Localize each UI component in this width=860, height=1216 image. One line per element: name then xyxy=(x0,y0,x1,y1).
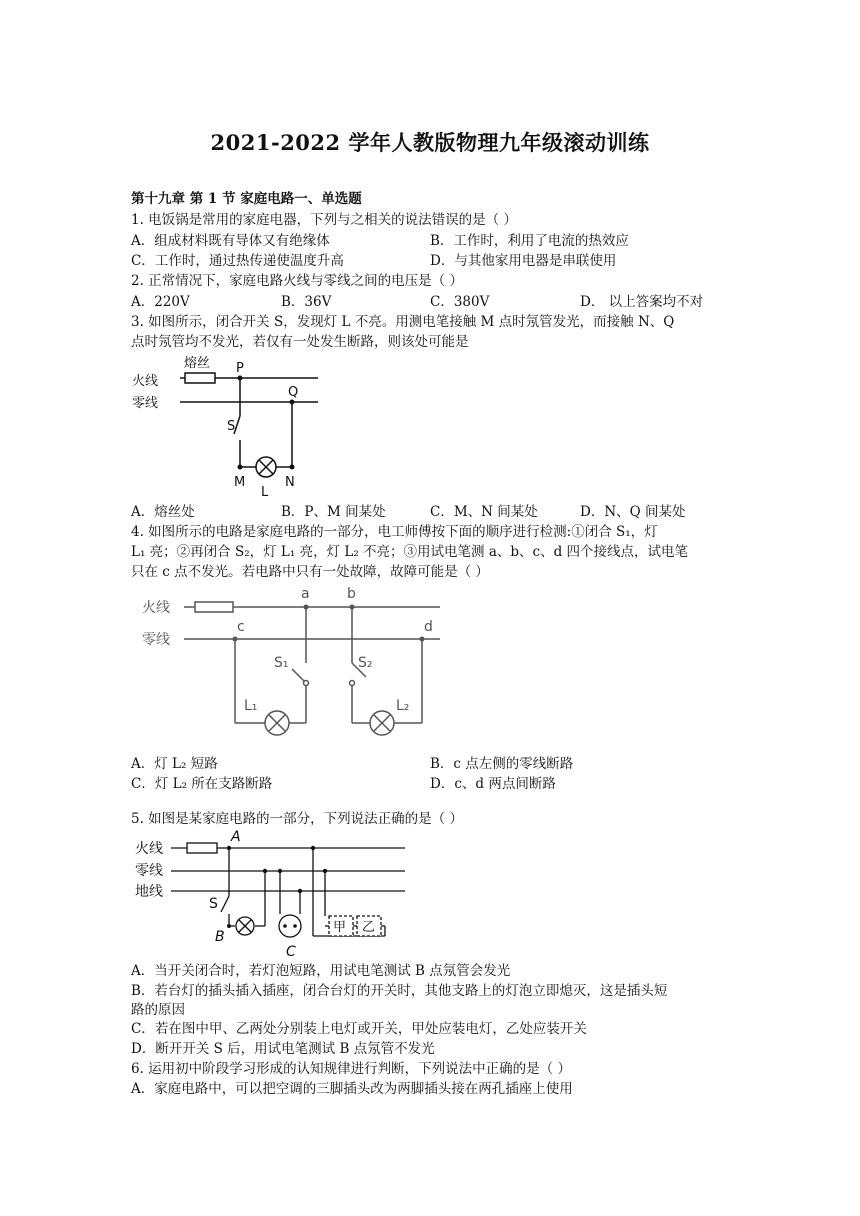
q3-stem-line2: 点时氖管均不发光，若仅有一处发生断路，则该处可能是 xyxy=(131,334,469,350)
q5-point-b: B xyxy=(215,929,225,945)
q3-option-c: C．M、N 间某处 xyxy=(430,504,538,520)
q5-circuit-diagram xyxy=(133,828,413,960)
q3-point-p: P xyxy=(236,361,244,376)
q3-option-a: A．熔丝处 xyxy=(131,504,195,520)
section-heading: 第十九章 第 1 节 家庭电路一、单选题 xyxy=(131,191,362,207)
q4-stem-line3: 只在 c 点不发光。若电路中只有一处故障，故障可能是（ ） xyxy=(131,564,489,580)
q4-option-c: C．灯 L₂ 所在支路断路 xyxy=(131,776,273,792)
q1-option-a: A．组成材料既有导体又有绝缘体 xyxy=(131,233,330,249)
q5-slot-yi: 乙 xyxy=(362,920,376,935)
q5-option-b-line1: B．若台灯的插头插入插座，闭合台灯的开关时，其他支路上的灯泡立即熄灭，这是插头短 xyxy=(131,983,668,999)
q3-point-m: M xyxy=(234,475,246,490)
q1-option-d: D．与其他家用电器是串联使用 xyxy=(430,253,617,269)
q3-option-d: D．N、Q 间某处 xyxy=(580,504,686,520)
q3-neutral-label: 零线 xyxy=(132,396,159,411)
page-title: 2021-2022 学年人教版物理九年级滚动训练 xyxy=(210,130,650,155)
q5-stem: 5. 如图是某家庭电路的一部分，下列说法正确的是（ ） xyxy=(131,811,463,827)
q5-neutral-label: 零线 xyxy=(135,863,163,879)
q5-slot-jia: 甲 xyxy=(333,920,347,935)
q5-option-b-line2: 路的原因 xyxy=(131,1002,185,1018)
q4-point-d: d xyxy=(424,619,433,635)
q3-live-label: 火线 xyxy=(132,374,159,389)
q4-lamp-l2: L₂ xyxy=(396,698,410,714)
q5-switch-s: S xyxy=(209,896,218,912)
q2-option-d: D． 以上答案均不对 xyxy=(580,294,704,310)
q3-lamp-l: L xyxy=(261,485,269,500)
q2-option-c: C．380V xyxy=(430,294,490,310)
q4-switch-s2: S₂ xyxy=(358,655,373,671)
q3-circuit-diagram xyxy=(128,350,328,500)
q3-fuse-label: 熔丝 xyxy=(184,356,211,371)
q4-stem-line2: L₁ 亮；②再闭合 S₂，灯 L₁ 亮，灯 L₂ 不亮；③用试电笔测 a、b、c、d 四个接线点，试电笔 xyxy=(131,544,689,560)
q6-option-a: A．家庭电路中，可以把空调的三脚插头改为两脚插头接在两孔插座上使用 xyxy=(131,1081,573,1097)
q3-option-b: B．P、M 间某处 xyxy=(281,504,386,520)
q4-point-c: c xyxy=(237,619,245,635)
q4-point-b: b xyxy=(347,586,356,602)
q5-socket-c: C xyxy=(286,944,296,960)
q3-point-n: N xyxy=(285,475,295,490)
q4-switch-s1: S₁ xyxy=(274,655,289,671)
q5-point-a: A xyxy=(231,829,241,845)
q1-stem: 1. 电饭锅是常用的家庭电器，下列与之相关的说法错误的是（ ） xyxy=(131,212,517,228)
q4-option-a: A．灯 L₂ 短路 xyxy=(131,756,218,772)
q3-stem-line1: 3. 如图所示，闭合开关 S，发现灯 L 不亮。用测电笔接触 M 点时氖管发光，而接触 N、Q xyxy=(131,314,675,330)
q1-option-c: C．工作时，通过热传递使温度升高 xyxy=(131,253,344,269)
q4-option-d: D．c、d 两点间断路 xyxy=(430,776,556,792)
q5-ground-label: 地线 xyxy=(135,884,163,900)
q4-lamp-l1: L₁ xyxy=(244,698,258,714)
q2-option-a: A．220V xyxy=(131,294,190,310)
q3-point-q: Q xyxy=(288,385,299,400)
q5-option-a: A．当开关闭合时，若灯泡短路，用试电笔测试 B 点氖管会发光 xyxy=(131,963,511,979)
q4-live-label: 火线 xyxy=(142,600,170,616)
q4-circuit-diagram xyxy=(140,583,450,745)
q2-stem: 2. 正常情况下，家庭电路火线与零线之间的电压是（ ） xyxy=(131,273,463,289)
q5-option-c: C．若在图中甲、乙两处分别装上电灯或开关，甲处应装电灯，乙处应装开关 xyxy=(131,1021,587,1037)
q1-option-b: B．工作时，利用了电流的热效应 xyxy=(430,233,629,249)
q3-switch-s: S xyxy=(227,419,236,434)
q4-neutral-label: 零线 xyxy=(142,632,170,648)
q5-live-label: 火线 xyxy=(135,841,163,857)
q4-option-b: B．c 点左侧的零线断路 xyxy=(430,756,574,772)
q6-stem: 6. 运用初中阶段学习形成的认知规律进行判断，下列说法中正确的是（ ） xyxy=(131,1061,571,1077)
q2-option-b: B．36V xyxy=(281,294,332,310)
q4-point-a: a xyxy=(301,586,310,602)
q4-stem-line1: 4. 如图所示的电路是家庭电路的一部分，电工师傅按下面的顺序进行检测:①闭合 S₁，灯 xyxy=(131,524,658,540)
q5-option-d: D．断开开关 S 后，用试电笔测试 B 点氖管不发光 xyxy=(131,1041,435,1057)
